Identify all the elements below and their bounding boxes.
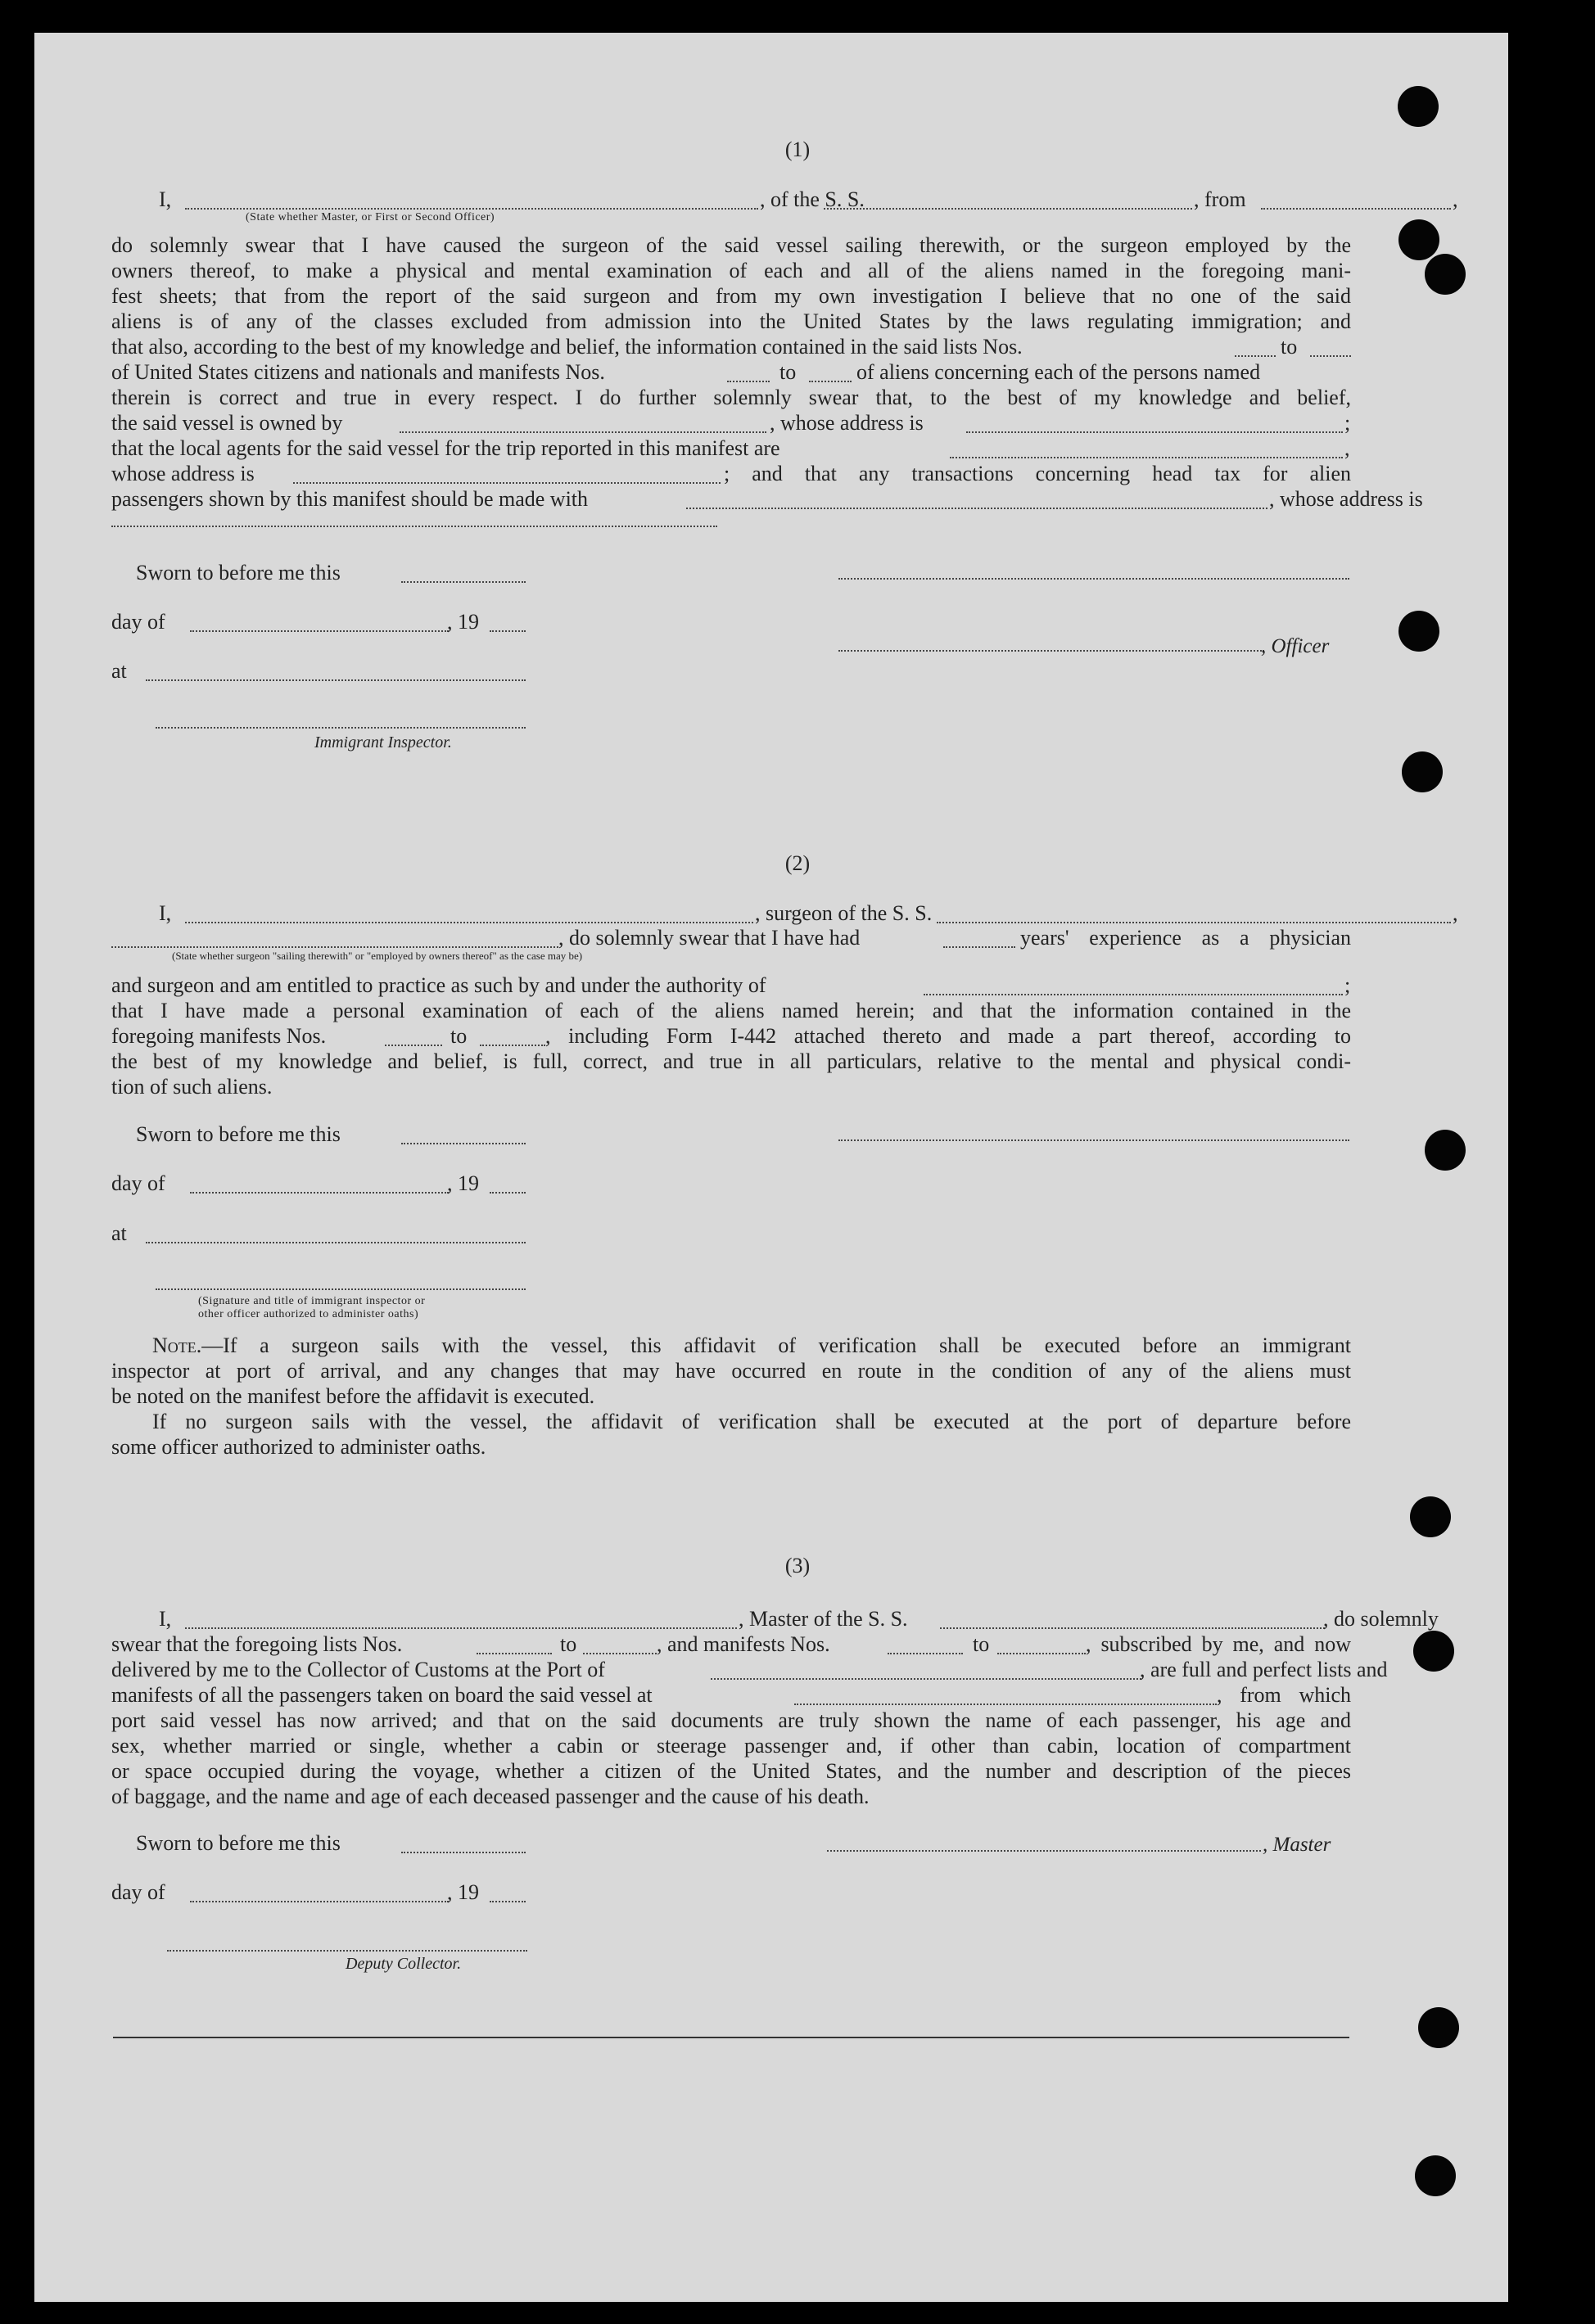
master-signature-line[interactable] — [827, 1850, 1261, 1852]
text: day of — [111, 1171, 165, 1195]
sec3-para-line: port said vessel has now arrived; and that on the said documents are truly shown the name of each passenger, his age and — [111, 1708, 1351, 1732]
binder-hole — [1418, 2007, 1459, 2048]
text: passengers shown by this manifest should be made with — [111, 487, 589, 511]
sec2-para-line: tion of such aliens. — [111, 1075, 273, 1099]
text: If no surgeon sails with the vessel, the affidavit of verification shall be executed at the port of departure before — [152, 1410, 1351, 1433]
text: , including Form I-442 attached thereto and made a part thereof, according to — [545, 1024, 1351, 1048]
text: , — [1344, 436, 1350, 460]
text: delivered by me to the Collector of Customs at the Port of — [111, 1658, 605, 1681]
text: , from — [1194, 187, 1246, 211]
text: , are full and perfect lists and — [1140, 1658, 1388, 1681]
surgeon-vessel-field[interactable] — [937, 905, 1451, 923]
binder-hole — [1398, 611, 1439, 652]
surgeon-status-field[interactable] — [111, 930, 558, 948]
text: foregoing manifests Nos. — [111, 1024, 327, 1048]
master-vessel-field[interactable] — [940, 1611, 1325, 1629]
text: at — [111, 659, 127, 683]
text: to — [450, 1024, 468, 1048]
text: , — [1453, 187, 1458, 211]
sec1-para-line: do solemnly swear that I have caused the surgeon of the said vessel sailing therewith, or the surgeon employed by the — [111, 233, 1351, 257]
sec1-para-line: aliens is of any of the classes excluded from admission into the United States by the laws regulating immigration; and — [111, 309, 1351, 333]
surgeon-status-hint: (State whether surgeon "sailing therewith" or "employed by owners thereof" as the case may be) — [172, 950, 583, 962]
note-label: Note. — [152, 1333, 202, 1357]
binder-hole — [1398, 86, 1439, 127]
administering-officer-signature-line[interactable] — [156, 1288, 526, 1290]
text: years' experience as a physician — [1020, 926, 1351, 950]
lists-from-field[interactable] — [1235, 339, 1276, 357]
sworn-day-field[interactable] — [401, 565, 526, 583]
local-agents-field[interactable] — [950, 440, 1343, 458]
note-line: some officer authorized to administer oaths. — [111, 1435, 486, 1459]
sec2-para-line: the best of my knowledge and belief, is full, correct, and true in all particulars, relative to the mental and physical condi- — [111, 1049, 1351, 1073]
administering-officer-caption: (Signature and title of immigrant inspector or — [198, 1295, 426, 1307]
sworn-month-field[interactable] — [190, 1884, 449, 1902]
deputy-collector-signature-line[interactable] — [167, 1950, 527, 1952]
vessel-name-field[interactable] — [824, 192, 1192, 210]
sec1-para-line: therein is correct and true in every respect. I do further solemnly swear that, to the best of my knowledge and belief, — [111, 386, 1351, 409]
text: , of the S. S. — [760, 187, 865, 211]
text: Sworn to before me this — [136, 1122, 341, 1146]
text: of United States citizens and nationals and manifests Nos. — [111, 360, 605, 384]
sworn-day-field[interactable] — [401, 1835, 526, 1853]
agents-address-field[interactable] — [293, 466, 721, 484]
officer-rank-hint: (State whether Master, or First or Second Officer) — [246, 211, 495, 223]
text: I, — [159, 1607, 172, 1631]
deputy-collector-caption: Deputy Collector. — [346, 1955, 462, 1973]
text: , 19 — [447, 1171, 479, 1195]
administering-officer-caption: other officer authorized to administer oaths) — [198, 1308, 419, 1320]
boarding-port-field[interactable] — [794, 1687, 1217, 1705]
text: manifests of all the passengers taken on board the said vessel at — [111, 1683, 653, 1707]
text: I, — [159, 901, 172, 925]
sworn-place-field[interactable] — [146, 663, 526, 681]
text: whose address is — [111, 462, 255, 485]
manifests-to-field[interactable] — [809, 364, 852, 382]
note-line: be noted on the manifest before the affidavit is executed. — [111, 1384, 595, 1408]
text: , 19 — [447, 610, 479, 634]
text: to — [560, 1632, 577, 1656]
sec3-para-line: of baggage, and the name and age of each deceased passenger and the cause of his death. — [111, 1785, 870, 1808]
officer-signature-line[interactable] — [838, 578, 1349, 580]
binder-hole — [1410, 1496, 1451, 1537]
sec1-para-line: fest sheets; that from the report of the said surgeon and from my own investigation I believe that no one of the said — [111, 284, 1351, 308]
text: that the local agents for the said vessel for the trip reported in this manifest are — [111, 436, 780, 460]
lists-to-field[interactable] — [1310, 339, 1351, 357]
text: ; — [1344, 411, 1351, 435]
sec1-para-line: owners thereof, to make a physical and mental examination of each and all of the aliens named in the foregoing mani- — [111, 259, 1351, 282]
text: to — [1281, 335, 1298, 359]
text: — — [201, 1333, 224, 1357]
master-manifests-from-field[interactable] — [888, 1636, 963, 1654]
vessel-owner-field[interactable] — [400, 415, 766, 433]
surgeon-signature-line[interactable] — [838, 1139, 1349, 1141]
binder-hole — [1415, 2155, 1456, 2196]
binder-hole — [1425, 1130, 1466, 1171]
text: day of — [111, 1880, 165, 1904]
owner-address-field[interactable] — [966, 415, 1343, 433]
sworn-year-field[interactable] — [490, 1884, 526, 1902]
text: , surgeon of the S. S. — [755, 901, 933, 925]
master-name-field[interactable] — [185, 1611, 737, 1629]
inspector-signature-line[interactable] — [156, 727, 526, 729]
text: ; — [1344, 973, 1351, 997]
text: If a surgeon sails with the vessel, this affidavit of verification shall be executed before an immigrant — [223, 1333, 1351, 1357]
note-line — [111, 1333, 1351, 1358]
text: of aliens concerning each of the persons named — [856, 360, 1261, 384]
text: to — [973, 1632, 990, 1656]
text: and surgeon and am entitled to practice as such by and under the authority of — [111, 973, 766, 997]
head-tax-contact-field[interactable] — [686, 491, 1267, 509]
master-label: , Master — [1263, 1834, 1331, 1856]
section-3-number: (3) — [784, 1554, 811, 1577]
sworn-day-field[interactable] — [401, 1126, 526, 1144]
text: to — [779, 360, 797, 384]
text: , and manifests Nos. — [657, 1632, 830, 1656]
binder-hole — [1413, 1631, 1454, 1672]
text: I, — [159, 187, 172, 211]
binder-hole — [1402, 751, 1443, 792]
sec3-para-line: sex, whether married or single, whether a cabin or steerage passenger and, if other than cabin, location of compartment — [111, 1734, 1351, 1758]
note-line: inspector at port of arrival, and any changes that may have occurred en route in the condition of any of the aliens must — [111, 1359, 1351, 1383]
text: day of — [111, 610, 165, 634]
manifests-from-field[interactable] — [727, 364, 770, 382]
years-experience-field[interactable] — [943, 930, 1015, 948]
master-manifests-to-field[interactable] — [997, 1636, 1086, 1654]
bottom-rule — [113, 2037, 1349, 2038]
officer-title-line[interactable] — [838, 650, 1264, 652]
master-lists-to-field[interactable] — [583, 1636, 657, 1654]
text: swear that the foregoing lists Nos. — [111, 1632, 403, 1656]
immigrant-inspector-caption: Immigrant Inspector. — [314, 733, 452, 751]
text: , do solemnly — [1323, 1607, 1439, 1631]
text: , whose address is — [1269, 487, 1423, 511]
text: , 19 — [447, 1880, 479, 1904]
section-1-number: (1) — [784, 138, 811, 161]
text: Sworn to before me this — [136, 1831, 341, 1855]
sworn-place-field[interactable] — [146, 1225, 526, 1243]
head-tax-address-field[interactable] — [111, 526, 717, 527]
sec3-para-line: or space occupied during the voyage, whether a citizen of the United States, and the number and description of the pieces — [111, 1759, 1351, 1783]
binder-hole — [1425, 254, 1466, 295]
customs-port-field[interactable] — [711, 1662, 1141, 1680]
master-lists-from-field[interactable] — [477, 1636, 552, 1654]
sworn-month-field[interactable] — [190, 1176, 449, 1194]
practice-authority-field[interactable] — [924, 977, 1343, 995]
section-2-number: (2) — [784, 851, 811, 875]
officer-label: , Officer — [1261, 635, 1330, 657]
sworn-year-field[interactable] — [490, 1176, 526, 1194]
text: that also, according to the best of my knowledge and belief, the information contained in the said lists Nos. — [111, 335, 1023, 359]
text: , do solemnly swear that I have had — [558, 926, 861, 950]
note-line — [111, 1409, 1351, 1434]
text: the said vessel is owned by — [111, 411, 343, 435]
surgeon-name-field[interactable] — [185, 905, 753, 923]
text: , from which — [1217, 1683, 1351, 1707]
origin-port-field[interactable] — [1261, 192, 1451, 210]
text: , whose address is — [770, 411, 924, 435]
officer-rank-field[interactable] — [185, 192, 758, 210]
text: , — [1453, 901, 1458, 925]
surgeon-manifests-from-field[interactable] — [385, 1028, 442, 1046]
text: , Master of the S. S. — [739, 1607, 908, 1631]
binder-hole — [1398, 219, 1439, 260]
sworn-month-field[interactable] — [190, 614, 449, 632]
sworn-year-field[interactable] — [490, 614, 526, 632]
text: ; and that any transactions concerning head tax for alien — [724, 462, 1351, 485]
sec2-para-line: that I have made a personal examination of each of the aliens named herein; and that the information contained in the — [111, 999, 1351, 1022]
text: , subscribed by me, and now — [1086, 1632, 1351, 1656]
text: at — [111, 1221, 127, 1245]
text: Sworn to before me this — [136, 561, 341, 584]
surgeon-manifests-to-field[interactable] — [480, 1028, 545, 1046]
